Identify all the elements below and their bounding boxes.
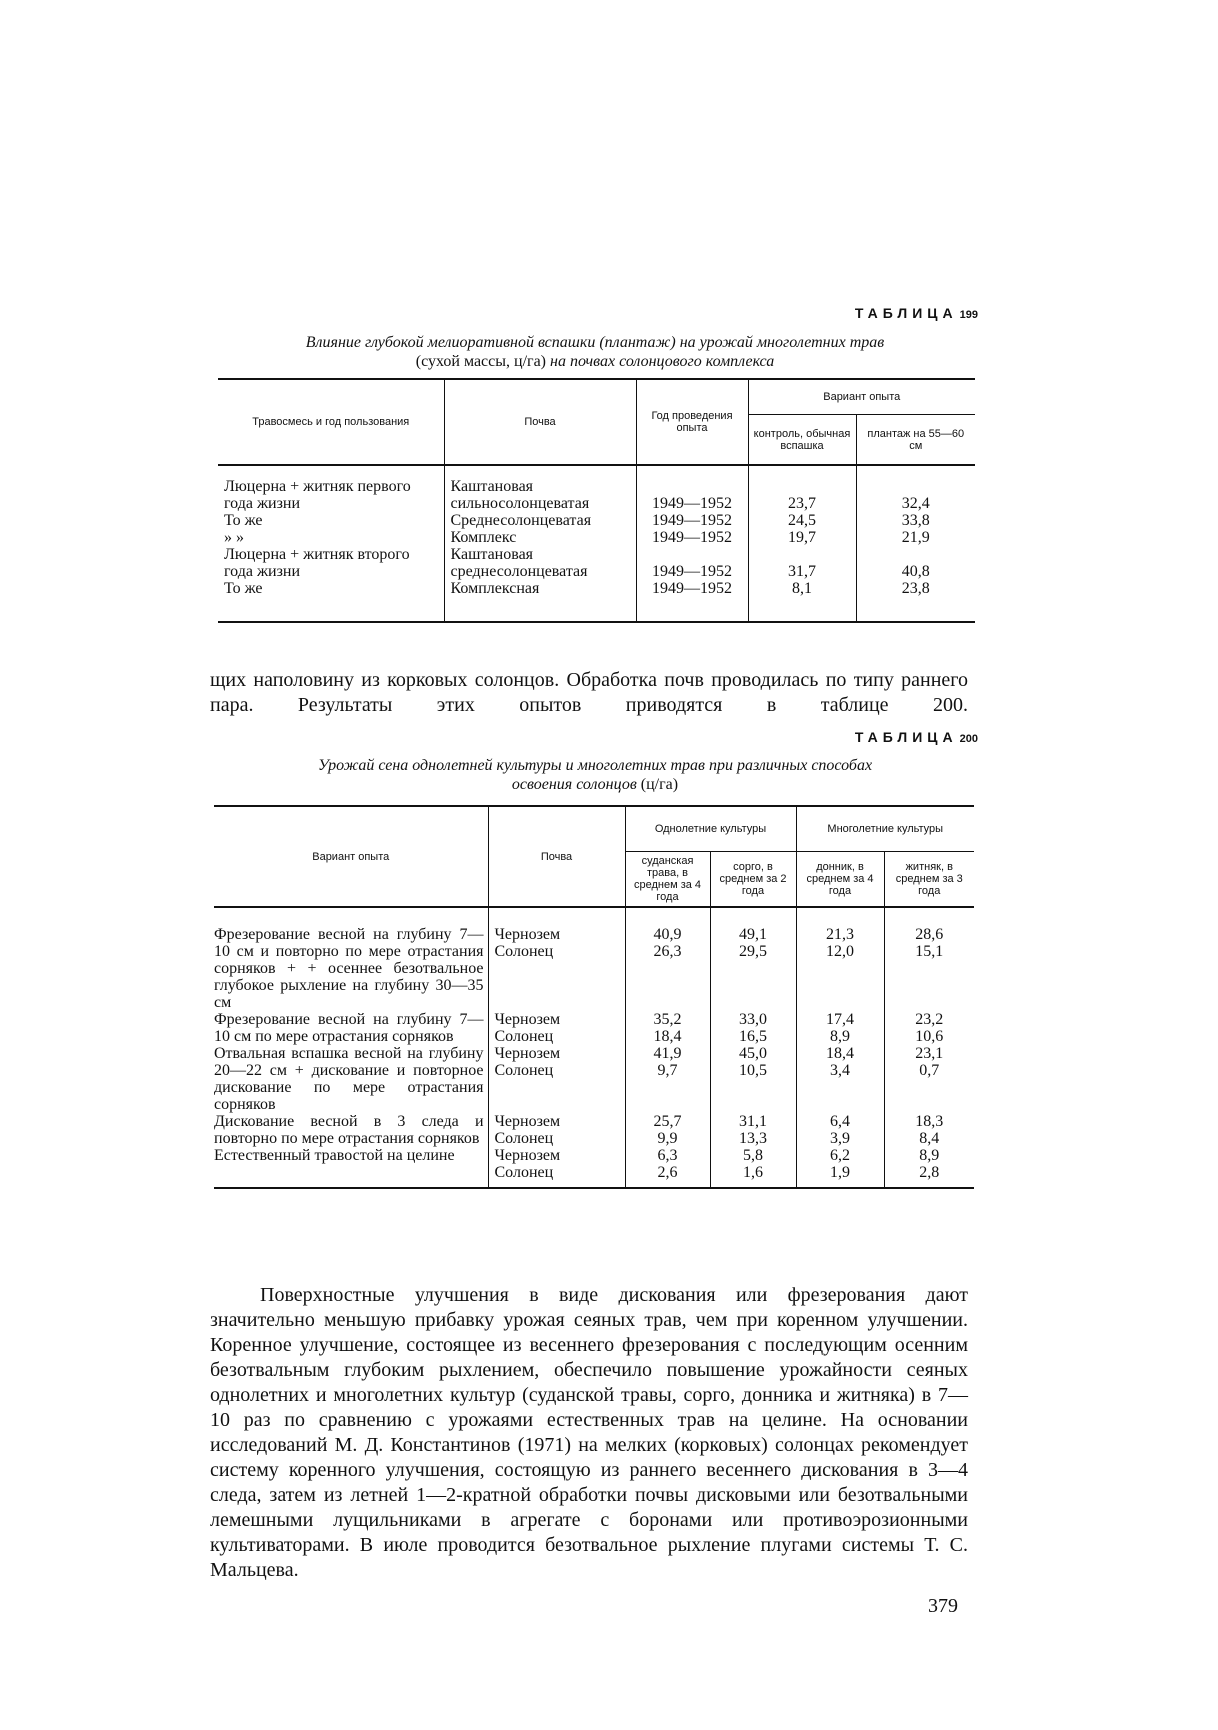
value: 6,4 — [830, 1113, 850, 1130]
cell-plantage: 33,8 — [856, 512, 975, 529]
table-row — [218, 580, 975, 622]
cell-clover — [796, 1113, 884, 1147]
cell-control: 8,1 — [748, 580, 856, 622]
value: 10,6 — [915, 1028, 944, 1045]
cell-year: 1949—1952 — [636, 529, 748, 546]
cell-sudan — [625, 1147, 710, 1188]
cell-sudan — [625, 926, 710, 1011]
cell-wheatgrass — [884, 1011, 974, 1045]
soil-solonets: Солонец — [494, 1062, 554, 1079]
caption-line-1: Урожай сена однолетней культуры и многолетних трав при различных способах — [317, 757, 873, 774]
cell-mixture: То же — [224, 580, 263, 597]
value: 26,3 — [653, 943, 682, 960]
value: 3,4 — [830, 1062, 850, 1079]
header-sorghum: сорго, в среднем за 2 года — [710, 852, 796, 908]
value: 8,9 — [919, 1147, 940, 1164]
header-annual: Однолетние культуры — [625, 806, 796, 852]
value: 17,4 — [826, 1011, 854, 1028]
caption-line-2 — [210, 352, 980, 371]
cell-soil — [488, 1011, 625, 1045]
header-mixture: Травосмесь и год пользования — [218, 379, 444, 465]
cell-year: 1949—1952 — [636, 512, 748, 529]
cell-sorghum — [710, 926, 796, 1011]
value: 10,5 — [739, 1062, 767, 1079]
cell-control: 23,7 — [748, 478, 856, 512]
caption-italic: освоения солонцов — [511, 776, 637, 793]
value: 1,6 — [743, 1164, 763, 1181]
table-row — [214, 1045, 974, 1113]
header-clover: донник, в среднем за 4 года — [796, 852, 884, 908]
value: 8,4 — [919, 1130, 940, 1147]
value: 6,3 — [657, 1147, 678, 1164]
table-199 — [218, 378, 975, 623]
caption-plain: (сухой массы, ц/га) — [415, 353, 547, 370]
cell-soil — [488, 1045, 625, 1113]
cell-soil — [488, 926, 625, 1011]
table-row — [218, 546, 975, 580]
body-paragraph-1: щих наполовину из корковых солонцов. Обработка почв проводилась по типу раннего пара. Результаты этих опытов приводятся в таблице 200. — [210, 669, 968, 716]
table-label-text: ТАБЛИЦА — [854, 305, 958, 321]
cell-sorghum — [710, 1113, 796, 1147]
cell-soil: Среднесолонцеватая — [444, 512, 636, 529]
value: 28,6 — [915, 926, 944, 943]
cell-sudan — [625, 1113, 710, 1147]
cell-soil: Комплекс — [444, 529, 636, 546]
header-control: контроль, обычная вспашка — [748, 415, 856, 465]
value: 5,8 — [743, 1147, 763, 1164]
header-year: Год проведения опыта — [636, 379, 748, 465]
body-paragraph-2: Поверхностные улучшения в виде дискования или фрезерования дают значительно меньшую прибавку урожая сеяных трав, чем при коренном улучшении. Коренное улучшение, состоящее из весеннего фрезерования с последующим осенним безотвальным глубоким рыхлением, обеспечило повышение урожайности сеяных однолетних и многолетних культур (суданской травы, сорго, донника и житняка) в 7—10 раз по сравнению с урожаями естественных трав на целине. На основании исследований М. Д. Константинов (1971) на мелких (корковых) солонцах рекомендует систему коренного улучшения, состоящую из раннего весеннего дискования в 3—4 следа, затем из летней 1—2-кратной обработки почвы дисковыми или безотвальными лемешными лущильниками в агрегате с боронами или противоэрозионными культиваторами. В июле проводится безотвальное рыхление плугами системы Т. С. Мальцева. — [210, 1284, 968, 1581]
soil-solonets: Солонец — [494, 1028, 554, 1045]
header-variant: Вариант опыта — [748, 379, 975, 415]
value: 16,5 — [739, 1028, 767, 1045]
table-200-caption — [210, 756, 980, 794]
caption-line-1: Влияние глубокой мелиоративной вспашки (плантаж) на урожай многолетних трав — [305, 334, 885, 351]
cell-control: 24,5 — [748, 512, 856, 529]
value: 6,2 — [830, 1147, 850, 1164]
header-sudan: суданская трава, в среднем за 4 года — [625, 852, 710, 908]
value: 8,9 — [830, 1028, 850, 1045]
value: 49,1 — [739, 926, 767, 943]
cell-wheatgrass — [884, 1147, 974, 1188]
cell-year: 1949—1952 — [636, 580, 748, 622]
caption-plain: (ц/га) — [640, 776, 679, 793]
page-number: 379 — [928, 1595, 958, 1617]
soil-solonets: Солонец — [494, 943, 554, 960]
cell-clover — [796, 1011, 884, 1045]
soil-chernozem: Чернозем — [494, 1045, 561, 1062]
value: 0,7 — [919, 1062, 940, 1079]
cell-plantage: 32,4 — [856, 478, 975, 512]
cell-mixture: Люцерна + житняк второго года жизни — [224, 546, 410, 580]
cell-clover — [796, 1147, 884, 1188]
soil-chernozem: Чернозем — [494, 1147, 561, 1164]
cell-control: 19,7 — [748, 529, 856, 546]
cell-variant: Отвальная вспашка весной на глубину 20—22 см + дискование и повторное дискование по мере отрастания сорняков — [214, 1045, 484, 1113]
soil-chernozem: Чернозем — [494, 1011, 561, 1028]
soil-chernozem: Чернозем — [494, 1113, 561, 1130]
table-199-caption — [210, 333, 980, 371]
cell-soil — [488, 1147, 625, 1188]
header-variant: Вариант опыта — [214, 806, 488, 907]
caption-line-2 — [210, 775, 980, 794]
cell-plantage: 23,8 — [856, 580, 975, 622]
table-row — [214, 1011, 974, 1045]
value: 18,3 — [915, 1113, 944, 1130]
value: 13,3 — [739, 1130, 767, 1147]
table-label-text: ТАБЛИЦА — [854, 729, 958, 745]
header-soil: Почва — [488, 806, 625, 907]
value: 9,9 — [657, 1130, 678, 1147]
cell-plantage: 40,8 — [856, 546, 975, 580]
value: 33,0 — [739, 1011, 767, 1028]
value: 21,3 — [826, 926, 854, 943]
cell-variant: Фрезерование весной на глубину 7—10 см и повторно по мере отрастания сорняков + + осеннее безотвальное глубокое рыхление на глубину 30—35 см — [214, 926, 484, 1011]
value: 35,2 — [653, 1011, 682, 1028]
cell-soil — [488, 1113, 625, 1147]
header-soil: Почва — [444, 379, 636, 465]
caption-italic: на почвах солонцового комплекса — [550, 353, 775, 370]
table-number: 200 — [959, 733, 978, 745]
table-row — [218, 512, 975, 529]
table-number: 199 — [959, 309, 978, 321]
cell-variant: Естественный травостой на целине — [214, 1147, 455, 1164]
cell-wheatgrass — [884, 1113, 974, 1147]
cell-sorghum — [710, 1011, 796, 1045]
cell-control: 31,7 — [748, 546, 856, 580]
header-wheatgrass: житняк, в среднем за 3 года — [884, 852, 974, 908]
value: 31,1 — [739, 1113, 767, 1130]
value: 1,9 — [830, 1164, 850, 1181]
cell-sudan — [625, 1045, 710, 1113]
value: 18,4 — [826, 1045, 854, 1062]
value: 40,9 — [653, 926, 682, 943]
value: 29,5 — [739, 943, 767, 960]
table-row — [214, 1147, 974, 1188]
value: 12,0 — [826, 943, 854, 960]
table-row — [214, 926, 974, 1011]
header-plantage: плантаж на 55—60 см — [856, 415, 975, 465]
header-perennial: Многолетние культуры — [796, 806, 974, 852]
value: 18,4 — [653, 1028, 682, 1045]
table-199-label — [855, 305, 978, 321]
value: 23,2 — [915, 1011, 944, 1028]
cell-variant: Дискование весной в 3 следа и повторно по мере отрастания сорняков — [214, 1113, 484, 1147]
cell-clover — [796, 926, 884, 1011]
table-row — [214, 1113, 974, 1147]
cell-mixture: То же — [224, 512, 263, 529]
soil-chernozem: Чернозем — [494, 926, 561, 943]
value: 15,1 — [915, 943, 944, 960]
value: 45,0 — [739, 1045, 767, 1062]
cell-variant: Фрезерование весной на глубину 7—10 см по мере отрастания сорняков — [214, 1011, 484, 1045]
soil-solonets: Солонец — [494, 1130, 554, 1147]
value: 25,7 — [653, 1113, 682, 1130]
cell-soil: Комплексная — [444, 580, 636, 622]
cell-plantage: 21,9 — [856, 529, 975, 546]
cell-sorghum — [710, 1045, 796, 1113]
value: 41,9 — [653, 1045, 682, 1062]
cell-mixture: Люцерна + житняк первого года жизни — [224, 478, 411, 512]
table-row — [218, 478, 975, 512]
cell-soil: Каштановая сильносолонцеватая — [444, 478, 636, 512]
table-row — [218, 529, 975, 546]
soil-solonets: Солонец — [494, 1164, 554, 1181]
table-200-label — [855, 729, 978, 745]
cell-sudan — [625, 1011, 710, 1045]
cell-wheatgrass — [884, 1045, 974, 1113]
value: 3,9 — [830, 1130, 850, 1147]
cell-mixture: » » — [224, 529, 244, 546]
cell-year: 1949—1952 — [636, 546, 748, 580]
value: 2,6 — [657, 1164, 678, 1181]
value: 23,1 — [915, 1045, 944, 1062]
cell-clover — [796, 1045, 884, 1113]
table-200 — [214, 805, 974, 1189]
cell-wheatgrass — [884, 926, 974, 1011]
value: 2,8 — [919, 1164, 940, 1181]
cell-sorghum — [710, 1147, 796, 1188]
value: 9,7 — [657, 1062, 678, 1079]
cell-year: 1949—1952 — [636, 478, 748, 512]
cell-soil: Каштановая среднесолонцеватая — [444, 546, 636, 580]
